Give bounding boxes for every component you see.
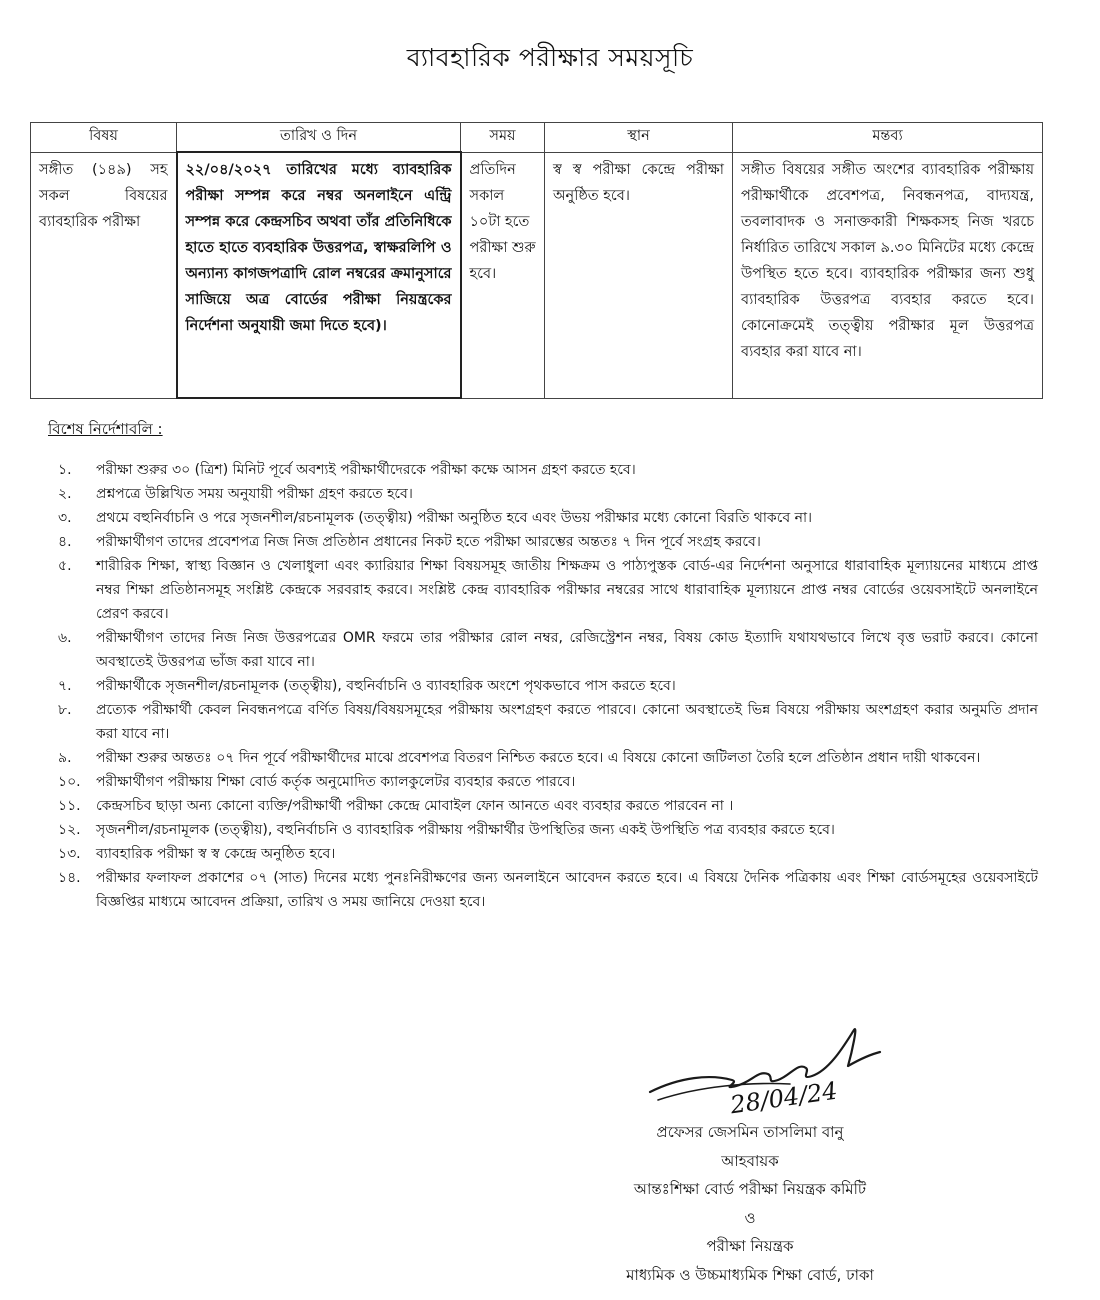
note-text: পরীক্ষার্থীগণ তাদের নিজ নিজ উত্তরপত্রের OMR ফরমে তার পরীক্ষার রোল নম্বর, রেজিস্ট্রেশন নম্বর, বিষয় কোড ইত্যাদি যথাযথভাবে লিখে বৃত্ত ভরাট করবে। কোনো অবস্থাতেই উত্তরপত্র ভাঁজ করা যাবে না। (96, 630, 1038, 670)
note-text: সৃজনশীল/রচনামূলক (তত্ত্বীয়), বহুনির্বাচনি ও ব্যাবহারিক পরীক্ষায় পরীক্ষার্থীর উপস্থিতির জন্য একই উপস্থিতি পত্র ব্যবহার করতে হবে। (96, 822, 835, 838)
table-row (31, 152, 1043, 398)
note-text: প্রত্যেক পরীক্ষার্থী কেবল নিবন্ধনপত্রে বর্ণিত বিষয়/বিষয়সমূহের পরীক্ষায় অংশগ্রহণ করতে পারবে। কোনো অবস্থাতেই ভিন্ন বিষয়ে পরীক্ষায় অংশগ্রহণ করার অনুমতি প্রদান করা যাবে না। (96, 702, 1038, 742)
note-number: ৭. (58, 678, 72, 694)
cell-time: প্রতিদিন সকাল ১০টা হতে পরীক্ষা শুরু হবে। (461, 152, 545, 398)
note-text: পরীক্ষার্থীগণ পরীক্ষায় শিক্ষা বোর্ড কর্তৃক অনুমোদিত ক্যালকুলেটর ব্যবহার করতে পারবে। (96, 774, 576, 790)
list-item (38, 842, 1038, 866)
note-text: শারীরিক শিক্ষা, স্বাস্থ্য বিজ্ঞান ও খেলাধুলা এবং ক্যারিয়ার শিক্ষা বিষয়সমূহ জাতীয় শিক্ষক্রম ও পাঠ্যপুস্তক বোর্ড-এর নির্দেশনা অনুসারে ধারাবাহিক মূল্যায়নের মাধ্যমে প্রাপ্ত নম্বর শিক্ষা প্রতিষ্ঠানসমূহ সংশ্লিষ্ট কেন্দ্রকে সরবরাহ করবে। সংশ্লিষ্ট কেন্দ্র ব্যাবহারিক পরীক্ষার নম্বরের সাথে ধারাবাহিক মূল্যায়নে প্রাপ্ত নম্বর বোর্ডের ওয়েবসাইটে অনলাইনে প্রেরণ করবে। (96, 558, 1038, 622)
signatory-committee: আন্তঃশিক্ষা বোর্ড পরীক্ষা নিয়ন্ত্রক কমিটি (633, 1180, 867, 1198)
note-text: পরীক্ষার্থীগণ তাদের প্রবেশপত্র নিজ নিজ প্রতিষ্ঠান প্রধানের নিকট হতে পরীক্ষা আরম্ভের অন্ততঃ ৭ দিন পূর্বে সংগ্রহ করবে। (96, 534, 761, 550)
note-text: পরীক্ষা শুরুর অন্ততঃ ০৭ দিন পূর্বে পরীক্ষার্থীদের মাঝে প্রবেশপত্র বিতরণ নিশ্চিত করতে হবে। এ বিষয়ে কোনো জটিলতা তৈরি হলে প্রতিষ্ঠান প্রধান দায়ী থাকবেন। (96, 750, 981, 766)
header-time: সময় (461, 123, 545, 153)
signatory-block (560, 1118, 940, 1289)
note-number: ৪. (58, 534, 72, 550)
cell-subject: সঙ্গীত (১৪৯) সহ সকল বিষয়ের ব্যাবহারিক পরীক্ষা (31, 152, 177, 398)
list-item (38, 674, 1038, 698)
list-item (38, 770, 1038, 794)
note-number: ১৩. (58, 846, 81, 862)
cell-place: স্ব স্ব পরীক্ষা কেন্দ্রে পরীক্ষা অনুষ্ঠিত হবে। (545, 152, 733, 398)
page-title: ব্যাবহারিক পরীক্ষার সময়সূচি (406, 43, 694, 72)
list-item (38, 818, 1038, 842)
note-number: ১৪. (58, 870, 81, 886)
table-header-row (31, 123, 1043, 153)
note-text: পরীক্ষার ফলাফল প্রকাশের ০৭ (সাত) দিনের মধ্যে পুনঃনিরীক্ষণের জন্য অনলাইনে আবেদন করতে হবে। এ বিষয়ে দৈনিক পত্রিকায় এবং শিক্ষা বোর্ডসমূহের ওয়েবসাইটে বিজ্ঞপ্তির মাধ্যমে আবেদন প্রক্রিয়া, তারিখ ও সময় জানিয়ে দেওয়া হবে। (96, 870, 1038, 910)
list-item (38, 506, 1038, 530)
note-number: ৩. (58, 510, 72, 526)
note-number: ১১. (58, 798, 81, 814)
note-text: প্রশ্নপত্রে উল্লিখিত সময় অনুযায়ী পরীক্ষা গ্রহণ করতে হবে। (96, 486, 413, 502)
note-number: ২. (58, 486, 72, 502)
header-date: তারিখ ও দিন (177, 123, 461, 153)
signatory-board: মাধ্যমিক ও উচ্চমাধ্যমিক শিক্ষা বোর্ড, ঢাকা (626, 1265, 874, 1284)
note-number: ৬. (58, 630, 72, 646)
cell-date: ২২/০৪/২০২৭ তারিখের মধ্যে ব্যাবহারিক পরীক্ষা সম্পন্ন করে নম্বর অনলাইনে এন্ট্রি সম্পন্ন করে কেন্দ্রসচিব অথবা তাঁর প্রতিনিধিকে হাতে হাতে ব্যবহারিক উত্তরপত্র, স্বাক্ষরলিপি ও অন্যান্য কাগজপত্রাদি রোল নম্বরের ক্রমানুসারে সাজিয়ে অত্র বোর্ডের পরীক্ষা নিয়ন্ত্রকের নির্দেশনা অনুযায়ী জমা দিতে হবে)। (177, 152, 461, 398)
note-number: ৮. (58, 702, 72, 718)
header-place: স্থান (545, 123, 733, 153)
list-item (38, 458, 1038, 482)
note-number: ১২. (58, 822, 81, 838)
note-number: ৯. (58, 750, 72, 766)
list-item (38, 866, 1038, 914)
header-remarks: মন্তব্য (733, 123, 1043, 153)
note-number: ১০. (58, 774, 81, 790)
signatory-conjunction: ও (744, 1208, 756, 1227)
note-text: পরীক্ষা শুরুর ৩০ (ত্রিশ) মিনিট পূর্বে অবশ্যই পরীক্ষার্থীদেরকে পরীক্ষা কক্ষে আসন গ্রহণ করতে হবে। (96, 462, 636, 478)
list-item (38, 626, 1038, 674)
note-number: ১. (58, 462, 72, 478)
signatory-name: প্রফেসর জেসমিন তাসলিমা বানু (656, 1123, 844, 1141)
note-text: প্রথমে বহুনির্বাচনি ও পরে সৃজনশীল/রচনামূলক (তত্ত্বীয়) পরীক্ষা অনুষ্ঠিত হবে এবং উভয় পরীক্ষার মধ্যে কোনো বিরতি থাকবে না। (96, 510, 813, 526)
header-subject: বিষয় (31, 123, 177, 153)
schedule-table (30, 122, 1043, 399)
signatory-designation-2: পরীক্ষা নিয়ন্ত্রক (706, 1237, 794, 1255)
list-item (38, 746, 1038, 770)
list-item (38, 482, 1038, 506)
notes-list (38, 458, 1038, 914)
list-item (38, 794, 1038, 818)
note-text: পরীক্ষার্থীকে সৃজনশীল/রচনামূলক (তত্ত্বীয়), বহুনির্বাচনি ও ব্যাবহারিক অংশে পৃথকভাবে পাস করতে হবে। (96, 678, 676, 694)
list-item (38, 554, 1038, 626)
note-text: কেন্দ্রসচিব ছাড়া অন্য কোনো ব্যক্তি/পরীক্ষার্থী পরীক্ষা কেন্দ্রে মোবাইল ফোন আনতে এবং ব্যবহার করতে পারবেন না । (96, 798, 734, 814)
list-item (38, 698, 1038, 746)
signatory-designation: আহবায়ক (721, 1151, 779, 1170)
notes-heading: বিশেষ নির্দেশাবলি : (48, 420, 163, 438)
cell-remarks: সঙ্গীত বিষয়ের সঙ্গীত অংশের ব্যাবহারিক পরীক্ষায় পরীক্ষার্থীকে প্রবেশপত্র, নিবন্ধনপত্র, বাদ্যযন্ত্র, তবলাবাদক ও সনাক্তকারী শিক্ষকসহ নিজ খরচে নির্ধারিত তারিখে সকাল ৯.৩০ মিনিটের মধ্যে কেন্দ্রে উপস্থিত হতে হবে। ব্যাবহারিক পরীক্ষার জন্য শুধু ব্যাবহারিক উত্তরপত্র ব্যবহার করতে হবে। কোনোক্রমেই তত্ত্বীয় পরীক্ষার মূল উত্তরপত্র ব্যবহার করা যাবে না। (733, 152, 1043, 398)
note-number: ৫. (58, 558, 72, 574)
note-text: ব্যাবহারিক পরীক্ষা স্ব স্ব কেন্দ্রে অনুষ্ঠিত হবে। (96, 846, 336, 862)
list-item (38, 530, 1038, 554)
signature-date: 28/04/24 (728, 1076, 840, 1120)
